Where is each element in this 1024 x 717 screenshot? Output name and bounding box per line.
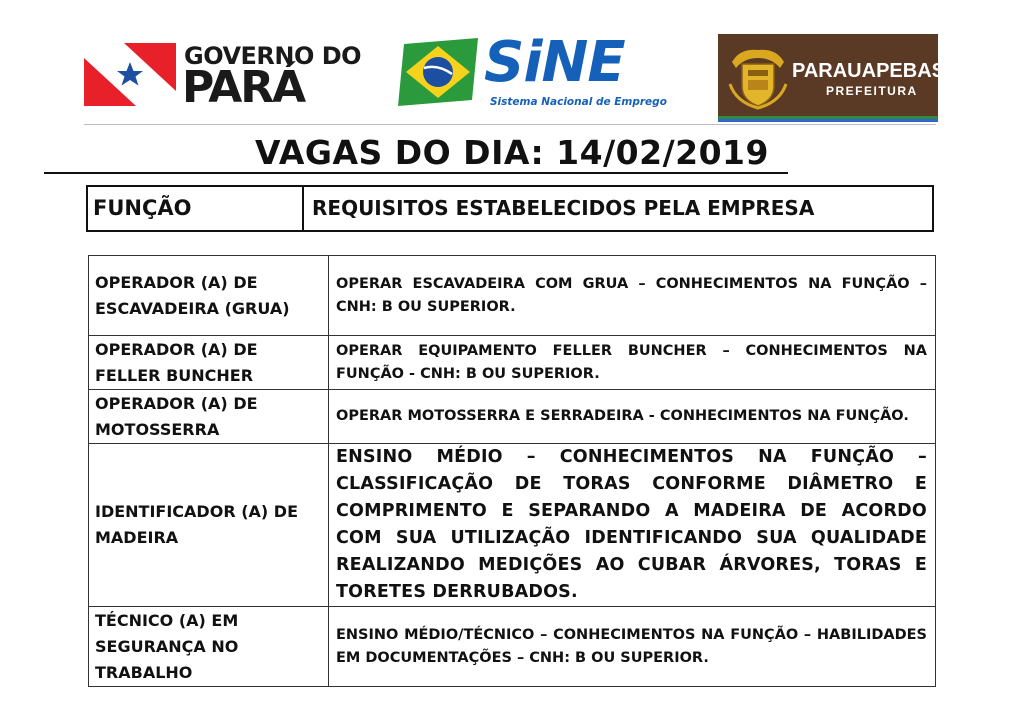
para-flag-icon bbox=[84, 43, 176, 106]
job-requirements: ENSINO MÉDIO/TÉCNICO – CONHECIMENTOS NA FUNÇÃO – HABILIDADES EM DOCUMENTAÇÕES – CNH: B OU SUPERIOR. bbox=[329, 607, 936, 687]
job-title: TÉCNICO (A) EM SEGURANÇA NO TRABALHO bbox=[89, 607, 329, 687]
municipal-crest-icon bbox=[726, 44, 790, 110]
title-underline bbox=[44, 172, 788, 174]
column-header-box bbox=[86, 185, 934, 232]
header-divider bbox=[84, 124, 936, 125]
table-row bbox=[89, 390, 936, 444]
governo-do-para-logo bbox=[84, 40, 362, 113]
sine-wordmark: SiNE bbox=[484, 30, 625, 95]
sine-logo bbox=[398, 30, 667, 112]
job-requirements: OPERAR ESCAVADEIRA COM GRUA – CONHECIMENTOS NA FUNÇÃO – CNH: B OU SUPERIOR. bbox=[329, 256, 936, 336]
job-requirements: OPERAR EQUIPAMENTO FELLER BUNCHER – CONHECIMENTOS NA FUNÇÃO - CNH: B OU SUPERIOR. bbox=[329, 336, 936, 390]
prefeitura-parauapebas-logo bbox=[718, 34, 945, 120]
page-title: VAGAS DO DIA: 14/02/2019 bbox=[255, 133, 769, 172]
sine-subtitle: Sistema Nacional de Emprego bbox=[490, 96, 667, 108]
job-requirements: ENSINO MÉDIO – CONHECIMENTOS NA FUNÇÃO – CLASSIFICAÇÃO DE TORAS CONFORME DIÂMETRO E COMPRIMENTO E SEPARANDO A MADEIRA DE ACORDO COM SUA UTILIZAÇÃO IDENTIFICANDO SUA QUALIDADE REALIZANDO MEDIÇÕES AO CUBAR ÁRVORES, TORAS E TORETES DERRUBADOS. bbox=[329, 444, 936, 607]
job-title: OPERADOR (A) DE FELLER BUNCHER bbox=[89, 336, 329, 390]
jobs-table bbox=[88, 255, 936, 687]
column-header-funcao: FUNÇÃO bbox=[88, 187, 304, 230]
prefeitura-blue-stripe bbox=[718, 119, 938, 122]
job-title: OPERADOR (A) DE ESCAVADEIRA (GRUA) bbox=[89, 256, 329, 336]
governo-logo-line1: GOVERNO DO bbox=[184, 42, 362, 70]
prefeitura-name: PARAUAPEBAS bbox=[792, 60, 945, 82]
table-row bbox=[89, 336, 936, 390]
governo-logo-line2: PARÁ bbox=[182, 62, 305, 113]
prefeitura-subtitle: PREFEITURA bbox=[826, 84, 918, 98]
table-row bbox=[89, 444, 936, 607]
job-title: OPERADOR (A) DE MOTOSSERRA bbox=[89, 390, 329, 444]
job-requirements: OPERAR MOTOSSERRA E SERRADEIRA - CONHECIMENTOS NA FUNÇÃO. bbox=[329, 390, 936, 444]
brazil-flag-icon bbox=[398, 38, 478, 106]
column-header-requisitos: REQUISITOS ESTABELECIDOS PELA EMPRESA bbox=[312, 196, 815, 220]
table-row bbox=[89, 256, 936, 336]
logo-bar bbox=[0, 0, 1024, 125]
job-title: IDENTIFICADOR (A) DE MADEIRA bbox=[89, 444, 329, 607]
table-row bbox=[89, 607, 936, 687]
